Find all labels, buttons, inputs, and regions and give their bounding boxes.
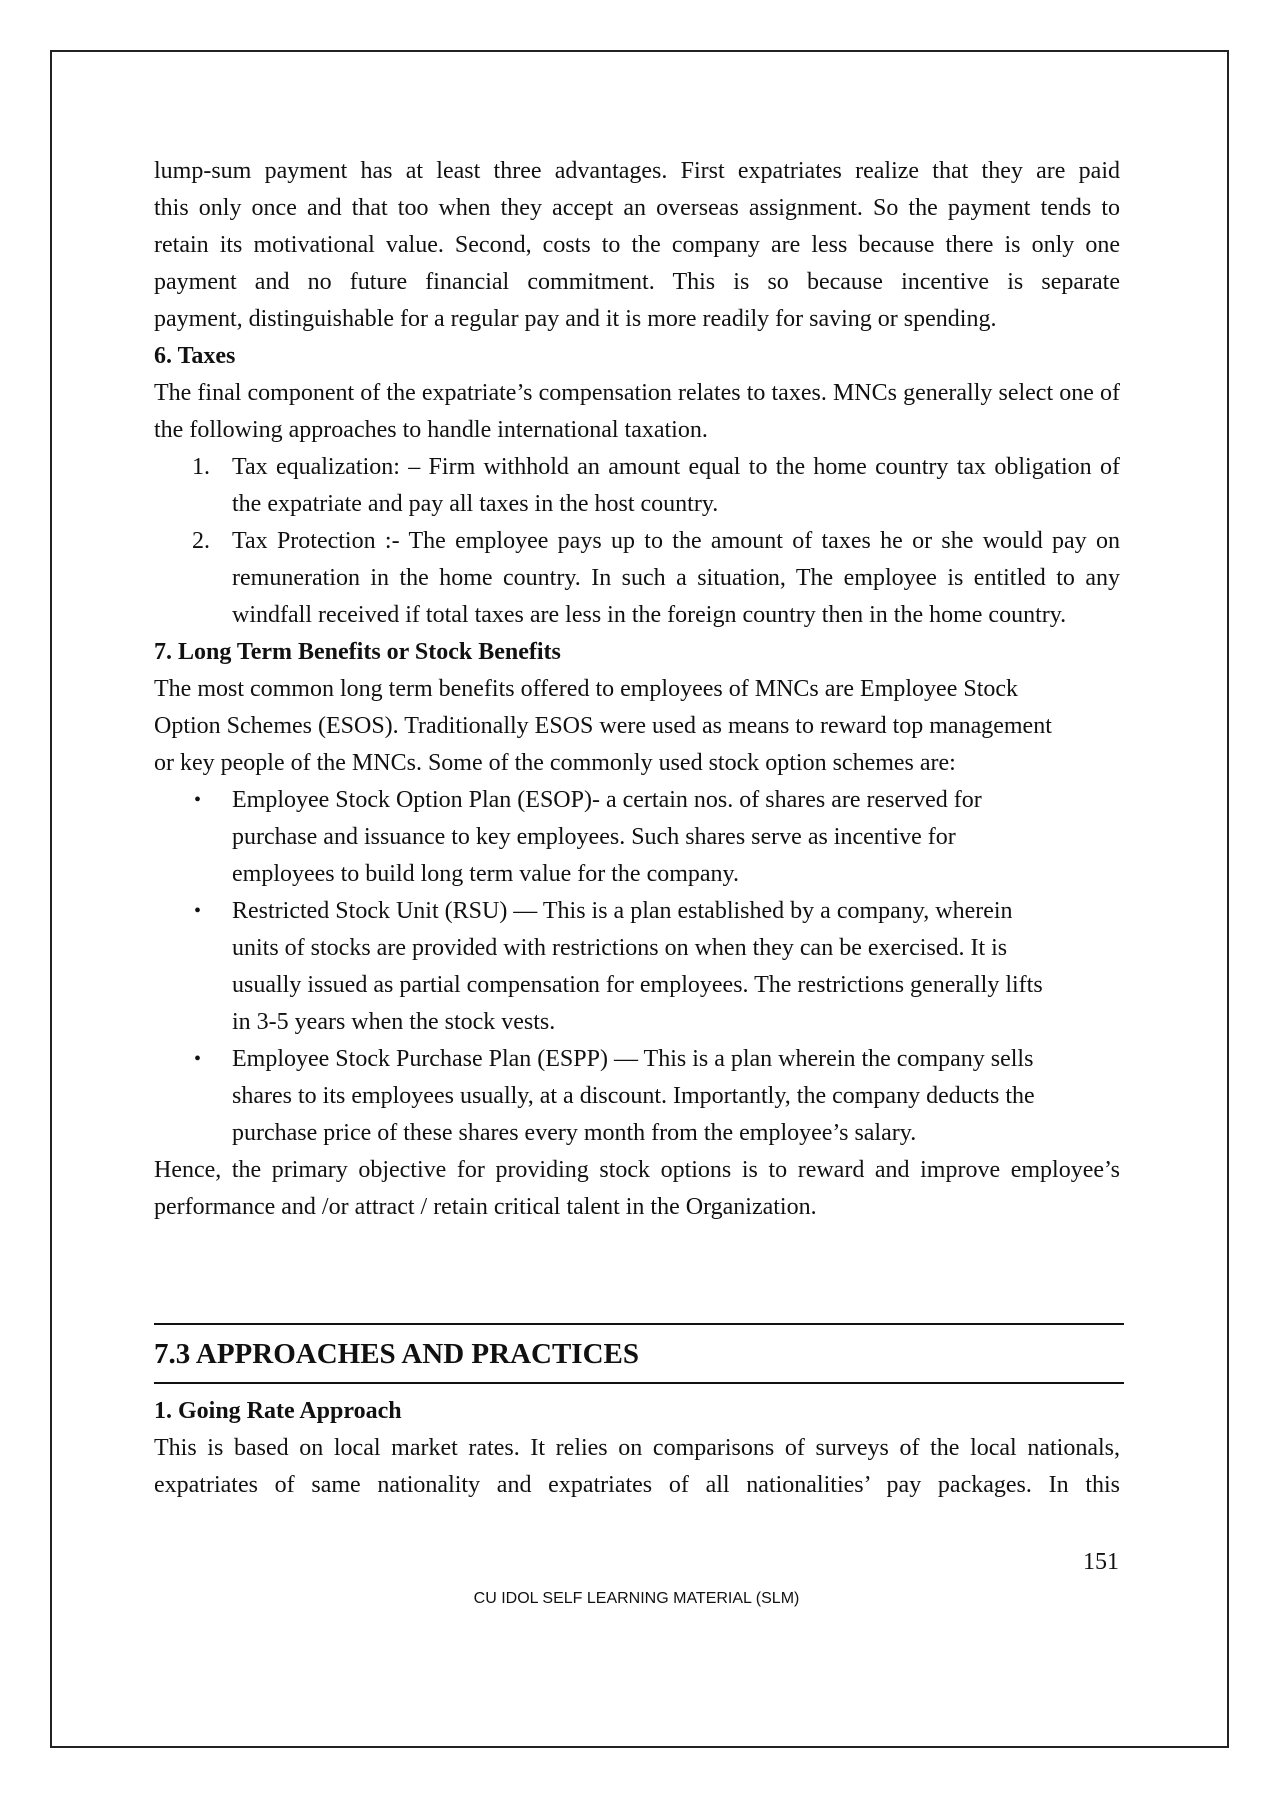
intro-line: payment, distinguishable for a regular pay and it is more readily for saving or spending. [154, 306, 997, 332]
bullet-mark: • [194, 900, 202, 922]
intro-line: lump-sum payment has at least three advantages. First expatriates realize that they are paid [154, 158, 1120, 184]
bullet-line: purchase price of these shares every month from the employee’s salary. [232, 1120, 917, 1146]
bullet-line: shares to its employees usually, at a discount. Importantly, the company deducts the [232, 1083, 1035, 1109]
intro-line: retain its motivational value. Second, costs to the company are less because there is only one [154, 232, 1120, 258]
bullet-line: in 3-5 years when the stock vests. [232, 1009, 556, 1035]
bullet-mark: • [194, 789, 202, 811]
taxes-item-2 [154, 523, 1120, 634]
long-term-heading: 7. Long Term Benefits or Stock Benefits [154, 639, 561, 665]
bullet-line: Employee Stock Purchase Plan (ESPP) — This is a plan wherein the company sells [232, 1046, 1034, 1072]
going-rate-line: expatriates of same nationality and expatriates of all nationalities’ pay packages. In this [154, 1472, 1120, 1498]
bullet-line: Restricted Stock Unit (RSU) — This is a plan established by a company, wherein [232, 898, 1013, 924]
bullet-rsu [154, 893, 1120, 1041]
long-term-intro-line: The most common long term benefits offered to employees of MNCs are Employee Stock [154, 676, 1019, 702]
bullet-line: purchase and issuance to key employees. Such shares serve as incentive for [232, 824, 956, 850]
item-text: Tax Protection :- The employee pays up to the amount of taxes he or she would pay on remuneration in the home country. In such a situation, The employee is entitled to any windfall received if total taxes are less in the foreign country then in the home country. [232, 528, 1120, 628]
bullet-espp [154, 1041, 1120, 1152]
going-rate-heading: 1. Going Rate Approach [154, 1398, 402, 1424]
page-body [154, 153, 1120, 1226]
bullet-line: Employee Stock Option Plan (ESOP)- a certain nos. of shares are reserved for [232, 787, 982, 813]
taxes-heading: 6. Taxes [154, 343, 236, 369]
page-number: 151 [1083, 1549, 1119, 1575]
long-term-intro-line: or key people of the MNCs. Some of the commonly used stock option schemes are: [154, 750, 956, 776]
intro-line: this only once and that too when they accept an overseas assignment. So the payment tends to [154, 195, 1120, 221]
item-text: Tax equalization: – Firm withhold an amount equal to the home country tax obligation of the expatriate and pay all taxes in the host country. [232, 454, 1120, 517]
footer-text: CU IDOL SELF LEARNING MATERIAL (SLM) [473, 1590, 800, 1607]
taxes-intro: The final component of the expatriate’s compensation relates to taxes. MNCs generally select one of the following approaches to handle international taxation. [154, 380, 1120, 443]
bullet-line: units of stocks are provided with restrictions on when they can be exercised. It is [232, 935, 1008, 961]
section-rule-bottom [154, 1382, 1124, 1384]
item-number: 1. [192, 454, 210, 480]
bullet-esop [154, 782, 1120, 893]
bullet-mark: • [194, 1048, 202, 1070]
taxes-item-1 [154, 449, 1120, 523]
going-rate-line: This is based on local market rates. It relies on comparisons of surveys of the local nationals, [154, 1435, 1120, 1461]
bullet-line: employees to build long term value for the company. [232, 861, 739, 887]
section-title: 7.3 APPROACHES AND PRACTICES [154, 1338, 639, 1370]
intro-line: payment and no future financial commitment. This is so because incentive is separate [154, 269, 1120, 295]
long-term-conclusion: Hence, the primary objective for providing stock options is to reward and improve employee’s performance and /or attract / retain critical talent in the Organization. [154, 1157, 1120, 1220]
item-number: 2. [192, 528, 210, 554]
section-body [154, 1393, 1120, 1504]
section-header [154, 1323, 1124, 1384]
bullet-line: usually issued as partial compensation for employees. The restrictions generally lifts [232, 972, 1043, 998]
long-term-intro-line: Option Schemes (ESOS). Traditionally ESOS were used as means to reward top management [154, 713, 1052, 739]
